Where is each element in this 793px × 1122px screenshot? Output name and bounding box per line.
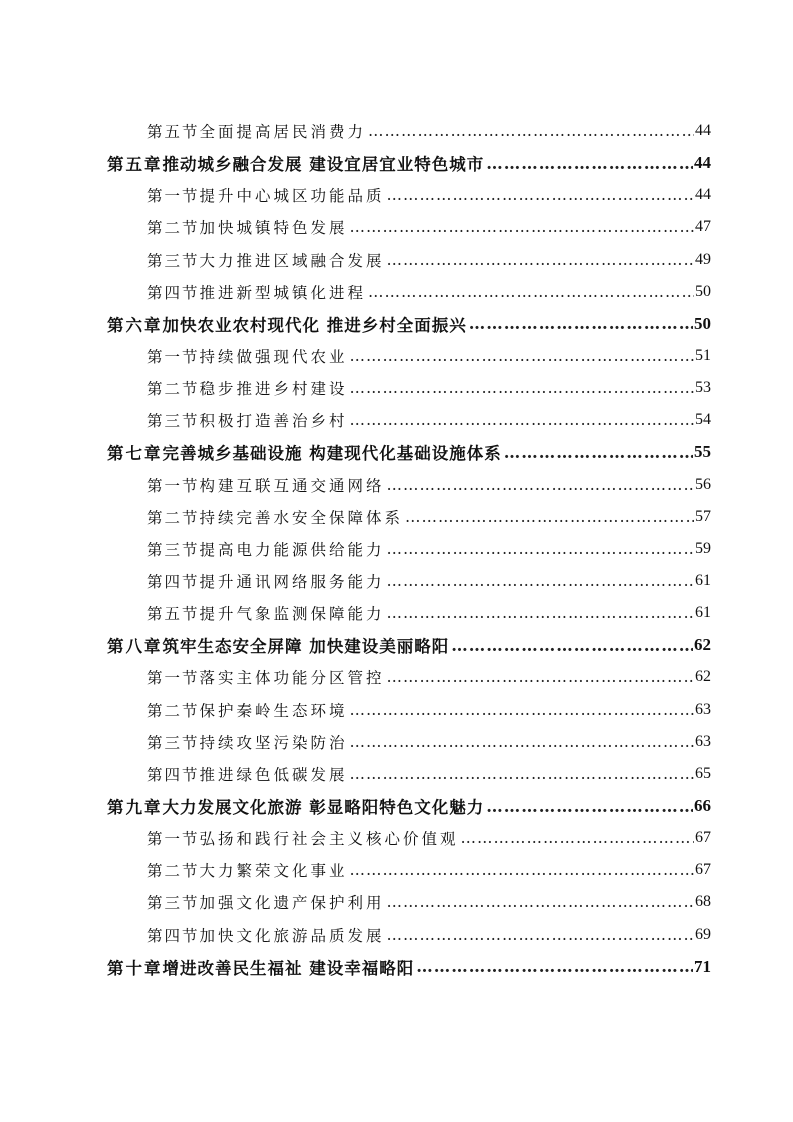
toc-entry-number: 第二节 (147, 380, 200, 399)
dot-leader (350, 861, 694, 879)
toc-section-entry[interactable] (0, 276, 793, 308)
toc-entry-title: 提升气象监测保障能力 (199, 605, 385, 624)
toc-entry-page: 49 (695, 250, 711, 268)
toc-entry-page: 50 (695, 282, 711, 300)
toc-entry-page: 44 (695, 186, 711, 204)
toc-entry-page: 55 (694, 442, 711, 462)
toc-entry-page: 56 (695, 475, 711, 493)
toc-entry-page: 63 (695, 732, 711, 750)
toc-entry-title: 推进绿色低碳发展 (199, 765, 348, 784)
dot-leader (350, 411, 694, 429)
toc-section-entry[interactable] (0, 115, 793, 147)
dot-leader (368, 122, 694, 140)
dot-leader (387, 251, 694, 269)
toc-chapter-entry[interactable] (0, 629, 793, 661)
toc-entry-page: 57 (695, 507, 711, 525)
toc-section-entry[interactable] (0, 211, 793, 243)
toc-entry-page: 66 (694, 796, 711, 816)
toc-section-entry[interactable] (0, 661, 793, 693)
toc-entry-title: 推进新型城镇化进程 (199, 283, 367, 302)
toc-entry-title: 大力推进区域融合发展 (199, 251, 385, 270)
toc-entry-number: 第二节 (147, 701, 200, 720)
toc-entry-page: 67 (695, 861, 711, 879)
dot-leader (387, 668, 694, 686)
dot-leader (387, 926, 694, 944)
dot-leader (387, 476, 694, 494)
toc-entry-title: 筑牢生态安全屏障 加快建设美丽略阳 (162, 637, 450, 657)
toc-section-entry[interactable] (0, 340, 793, 372)
toc-entry-number: 第四节 (147, 926, 200, 945)
toc-entry-title: 构建互联互通交通网络 (199, 476, 385, 495)
toc-entry-page: 50 (694, 313, 711, 333)
toc-section-entry[interactable] (0, 854, 793, 886)
toc-entry-title: 完善城乡基础设施 构建现代化基础设施体系 (162, 444, 502, 464)
toc-entry-page: 62 (695, 668, 711, 686)
toc-entry-number: 第五节 (147, 123, 200, 142)
toc-entry-title: 加快农业农村现代化 推进乡村全面振兴 (162, 315, 467, 335)
toc-chapter-entry[interactable] (0, 147, 793, 179)
dot-leader (387, 572, 694, 590)
toc-section-entry[interactable] (0, 694, 793, 726)
toc-chapter-entry[interactable] (0, 951, 793, 983)
toc-entry-number: 第四节 (147, 573, 200, 592)
dot-leader (350, 765, 694, 783)
toc-section-entry[interactable] (0, 726, 793, 758)
dot-leader (405, 508, 694, 526)
toc-entry-number: 第一节 (147, 187, 200, 206)
toc-entry-title: 推动城乡融合发展 建设宜居宜业特色城市 (162, 155, 485, 175)
toc-entry-title: 大力繁荣文化事业 (199, 862, 348, 881)
dot-leader (350, 347, 694, 365)
toc-entry-title: 加快城镇特色发展 (199, 219, 348, 238)
toc-entry-number: 第十章 (107, 958, 163, 978)
toc-entry-title: 提高电力能源供给能力 (199, 540, 385, 559)
dot-leader (416, 957, 693, 976)
toc-entry-number: 第二节 (147, 508, 200, 527)
toc-section-entry[interactable] (0, 758, 793, 790)
toc-entry-page: 61 (695, 604, 711, 622)
toc-entry-number: 第一节 (147, 476, 200, 495)
toc-section-entry[interactable] (0, 179, 793, 211)
toc-section-entry[interactable] (0, 822, 793, 854)
toc-entry-page: 54 (695, 411, 711, 429)
dot-leader (486, 154, 693, 173)
toc-entry-title: 全面提高居民消费力 (199, 123, 367, 142)
toc-entry-title: 提升中心城区功能品质 (199, 187, 385, 206)
toc-entry-number: 第五节 (147, 605, 200, 624)
toc-section-entry[interactable] (0, 404, 793, 436)
dot-leader (451, 636, 693, 655)
dot-leader (387, 893, 694, 911)
toc-entry-number: 第五章 (107, 155, 163, 175)
toc-entry-page: 68 (695, 893, 711, 911)
dot-leader (387, 604, 694, 622)
toc-chapter-entry[interactable] (0, 790, 793, 822)
table-of-contents (0, 115, 793, 983)
toc-entry-page: 71 (694, 956, 711, 976)
toc-entry-title: 积极打造善治乡村 (199, 412, 348, 431)
dot-leader (461, 829, 694, 847)
toc-chapter-entry[interactable] (0, 436, 793, 468)
dot-leader (387, 540, 694, 558)
toc-section-entry[interactable] (0, 469, 793, 501)
toc-entry-number: 第八章 (107, 637, 163, 657)
toc-entry-number: 第三节 (147, 894, 200, 913)
toc-entry-number: 第一节 (147, 669, 200, 688)
toc-entry-page: 63 (695, 700, 711, 718)
dot-leader (387, 186, 694, 204)
toc-entry-title: 落实主体功能分区管控 (199, 669, 385, 688)
toc-entry-number: 第三节 (147, 540, 200, 559)
toc-entry-title: 稳步推进乡村建设 (199, 380, 348, 399)
toc-entry-number: 第二节 (147, 219, 200, 238)
toc-entry-title: 弘扬和践行社会主义核心价值观 (199, 830, 459, 849)
toc-entry-number: 第九章 (107, 798, 163, 818)
toc-entry-page: 65 (695, 764, 711, 782)
toc-entry-title: 持续做强现代农业 (199, 348, 348, 367)
toc-section-entry[interactable] (0, 533, 793, 565)
toc-chapter-entry[interactable] (0, 308, 793, 340)
toc-entry-title: 大力发展文化旅游 彰显略阳特色文化魅力 (162, 798, 485, 818)
toc-entry-page: 53 (695, 379, 711, 397)
dot-leader (486, 797, 693, 816)
dot-leader (350, 218, 694, 236)
toc-entry-number: 第三节 (147, 412, 200, 431)
toc-entry-number: 第七章 (107, 444, 163, 464)
toc-entry-page: 67 (695, 829, 711, 847)
toc-entry-number: 第六章 (107, 315, 163, 335)
toc-section-entry[interactable] (0, 501, 793, 533)
toc-entry-page: 51 (695, 347, 711, 365)
toc-entry-title: 保护秦岭生态环境 (199, 701, 348, 720)
toc-entry-number: 第一节 (147, 348, 200, 367)
toc-section-entry[interactable] (0, 597, 793, 629)
toc-entry-page: 44 (695, 122, 711, 140)
dot-leader (368, 283, 694, 301)
toc-entry-number: 第一节 (147, 830, 200, 849)
toc-entry-page: 47 (695, 218, 711, 236)
toc-entry-page: 62 (694, 635, 711, 655)
toc-entry-number: 第三节 (147, 733, 200, 752)
toc-entry-title: 加强文化遗产保护利用 (199, 894, 385, 913)
toc-entry-page: 59 (695, 539, 711, 557)
toc-entry-title: 提升通讯网络服务能力 (199, 573, 385, 592)
toc-entry-title: 增进改善民生福祉 建设幸福略阳 (162, 958, 415, 978)
toc-entry-page: 44 (694, 153, 711, 173)
toc-section-entry[interactable] (0, 565, 793, 597)
toc-entry-page: 61 (695, 572, 711, 590)
toc-entry-number: 第二节 (147, 862, 200, 881)
dot-leader (350, 733, 694, 751)
toc-entry-number: 第四节 (147, 283, 200, 302)
toc-section-entry[interactable] (0, 886, 793, 918)
toc-section-entry[interactable] (0, 372, 793, 404)
toc-entry-number: 第三节 (147, 251, 200, 270)
toc-section-entry[interactable] (0, 244, 793, 276)
toc-entry-number: 第四节 (147, 765, 200, 784)
toc-entry-title: 持续完善水安全保障体系 (199, 508, 404, 527)
dot-leader (469, 314, 693, 333)
dot-leader (350, 379, 694, 397)
dot-leader (504, 443, 693, 462)
toc-section-entry[interactable] (0, 919, 793, 951)
toc-entry-title: 加快文化旅游品质发展 (199, 926, 385, 945)
toc-entry-title: 持续攻坚污染防治 (199, 733, 348, 752)
dot-leader (350, 701, 694, 719)
toc-entry-page: 69 (695, 925, 711, 943)
